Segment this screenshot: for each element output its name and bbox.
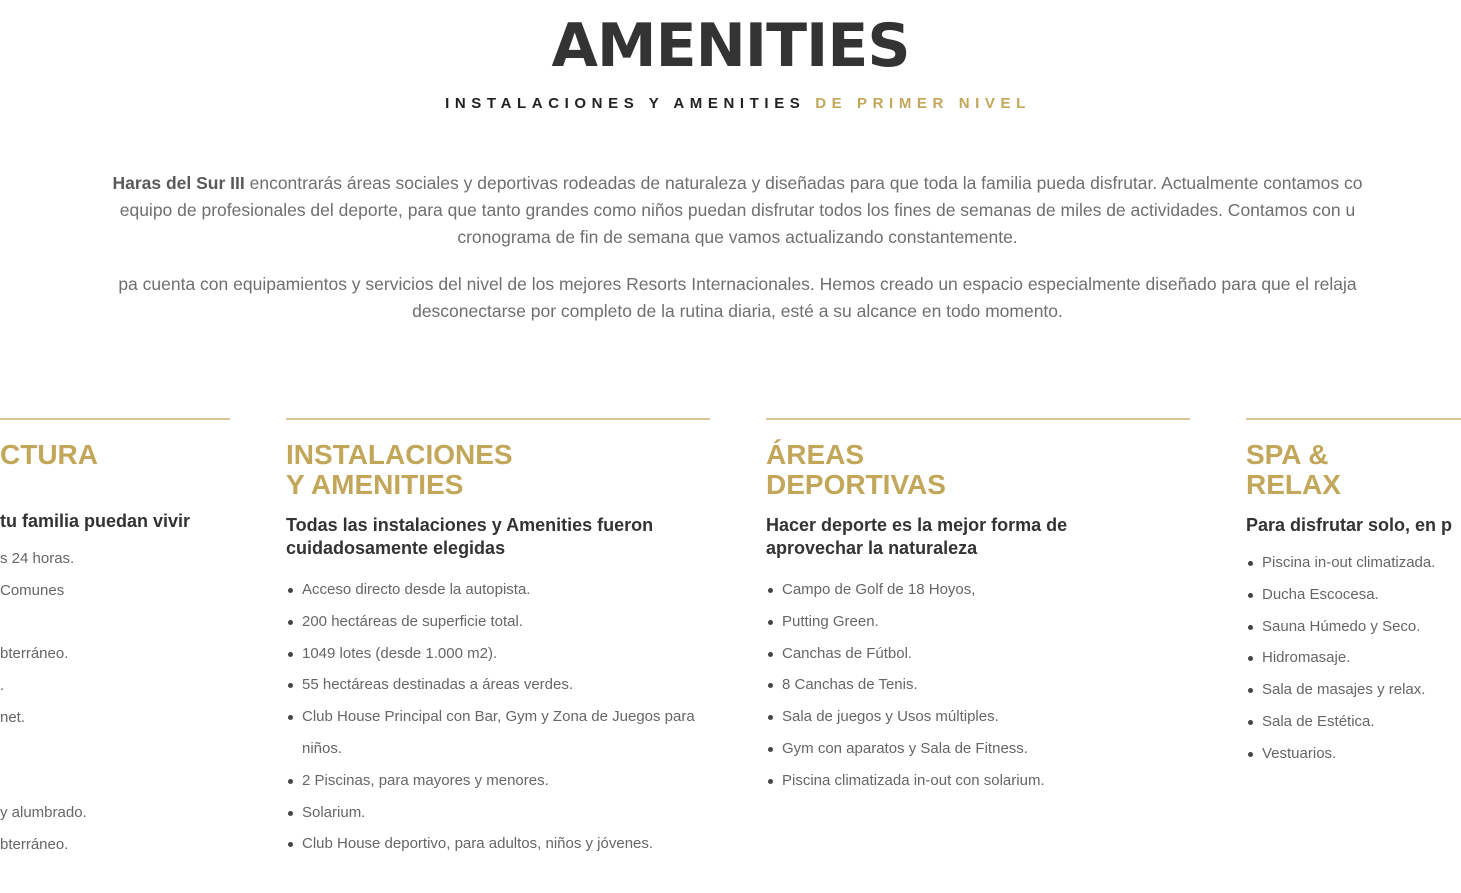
- column-divider: [1246, 418, 1461, 420]
- list-item: [0, 607, 230, 639]
- list-item: Gym con aparatos y Sala de Fitness.: [782, 733, 1190, 765]
- list-item: bterráneo.: [0, 836, 69, 854]
- column-lead: Para disfrutar solo, en p: [1246, 515, 1453, 535]
- column-divider: [0, 418, 230, 420]
- list-item: Canchas de Fútbol.: [782, 638, 1190, 670]
- list-item: Sauna Húmedo y Seco.: [1262, 611, 1461, 643]
- column-list: [0, 543, 230, 861]
- column-title: [766, 440, 1190, 500]
- list-item: s 24 horas.: [0, 550, 75, 567]
- column-lead: [286, 514, 710, 560]
- list-item: Comunes: [0, 581, 65, 599]
- list-item: Piscina climatizada in-out con solarium.: [782, 765, 1190, 797]
- column-instalaciones: [286, 418, 710, 860]
- list-item: Piscina in-out climatizada.: [1262, 547, 1461, 579]
- column-title-line-1: CTURA: [0, 439, 98, 470]
- list-item: Vestuarios.: [1262, 738, 1461, 770]
- list-item: 200 hectáreas de superficie total.: [302, 606, 710, 638]
- subtitle-dark-text: INSTALACIONES Y AMENITIES: [445, 95, 806, 112]
- list-item: Club House Principal con Bar, Gym y Zona de Juegos para niños.: [302, 701, 710, 765]
- list-item: 8 Canchas de Tenis.: [782, 669, 1190, 701]
- intro-text: encontrarás áreas sociales y deportivas rodeadas de naturaleza y diseñadas para que toda la familia pueda disfrutar. Actualmente contamos co: [244, 173, 1363, 193]
- column-title-line-1: ÁREAS: [766, 439, 865, 470]
- column-list: [1246, 547, 1461, 770]
- column-divider: [286, 418, 710, 420]
- column-title: [0, 440, 230, 470]
- subtitle-gold-text: DE PRIMER NIVEL: [815, 95, 1031, 112]
- column-spa-relax: [1246, 418, 1461, 770]
- list-item: Sala de juegos y Usos múltiples.: [782, 701, 1190, 733]
- column-title: [1246, 440, 1461, 500]
- intro-paragraph-1-line-2: equipo de profesionales del deporte, para que tanto grandes como niños puedan disfrutar todos los fines de semanas de miles de actividades. Contamos con u: [119, 200, 1356, 220]
- column-list: [286, 574, 710, 860]
- list-item: 2 Piscinas, para mayores y menores.: [302, 765, 710, 797]
- list-item: y alumbrado.: [0, 804, 87, 822]
- page-subtitle: [0, 95, 1461, 113]
- intro-paragraph-1-line-3: cronograma de fin de semana que vamos actualizando constantemente.: [457, 227, 1018, 247]
- list-item: Solarium.: [302, 797, 710, 829]
- column-lead-line-1: Todas las instalaciones y Amenities fueron: [286, 515, 654, 535]
- page-title: AMENITIES: [551, 11, 910, 81]
- column-lead: tu familia puedan vivir: [0, 511, 191, 531]
- intro-paragraph-1-line-1: [0, 170, 1461, 197]
- list-item: Campo de Golf de 18 Hoyos,: [782, 574, 1190, 606]
- list-item: 55 hectáreas destinadas a áreas verdes.: [302, 669, 710, 701]
- column-lead: [766, 514, 1190, 560]
- column-lead-line-2: cuidadosamente elegidas: [286, 538, 506, 558]
- list-item: [0, 734, 230, 766]
- intro-brand-name: Haras del Sur III: [112, 173, 245, 193]
- list-item: Putting Green.: [782, 606, 1190, 638]
- column-lead-line-2: aprovechar la naturaleza: [766, 538, 978, 558]
- list-item: net.: [0, 708, 26, 726]
- column-divider: [766, 418, 1190, 420]
- column-title-line-1: INSTALACIONES: [286, 439, 513, 470]
- column-title-line-2: RELAX: [1246, 469, 1341, 500]
- list-item: Ducha Escocesa.: [1262, 579, 1461, 611]
- list-item: Club House deportivo, para adultos, niños y jóvenes.: [302, 828, 710, 860]
- list-item: .: [0, 677, 5, 695]
- list-item: [0, 766, 230, 798]
- column-areas-deportivas: [766, 418, 1190, 797]
- column-title-line-1: SPA &: [1246, 439, 1329, 470]
- list-item: Sala de masajes y relax.: [1262, 674, 1461, 706]
- intro-paragraph-2-line-2: desconectarse por completo de la rutina diaria, esté a su alcance en todo momento.: [412, 301, 1063, 321]
- list-item: Hidromasaje.: [1262, 642, 1461, 674]
- list-item: Sala de Estética.: [1262, 706, 1461, 738]
- column-title-line-2: DEPORTIVAS: [766, 469, 946, 500]
- column-title: [286, 440, 710, 500]
- column-title-line-2: Y AMENITIES: [286, 469, 464, 500]
- list-item: 1049 lotes (desde 1.000 m2).: [302, 638, 710, 670]
- list-item: bterráneo.: [0, 645, 69, 663]
- intro-paragraph-2-line-1: pa cuenta con equipamientos y servicios del nivel de los mejores Resorts Internacionales. Hemos creado un espacio especialmente diseñado para que el relaja: [118, 274, 1357, 294]
- list-item: Acceso directo desde la autopista.: [302, 574, 710, 606]
- column-lead-line-1: Hacer deporte es la mejor forma de: [766, 515, 1068, 535]
- column-list: [766, 574, 1190, 797]
- column-infraestructura: [0, 418, 230, 861]
